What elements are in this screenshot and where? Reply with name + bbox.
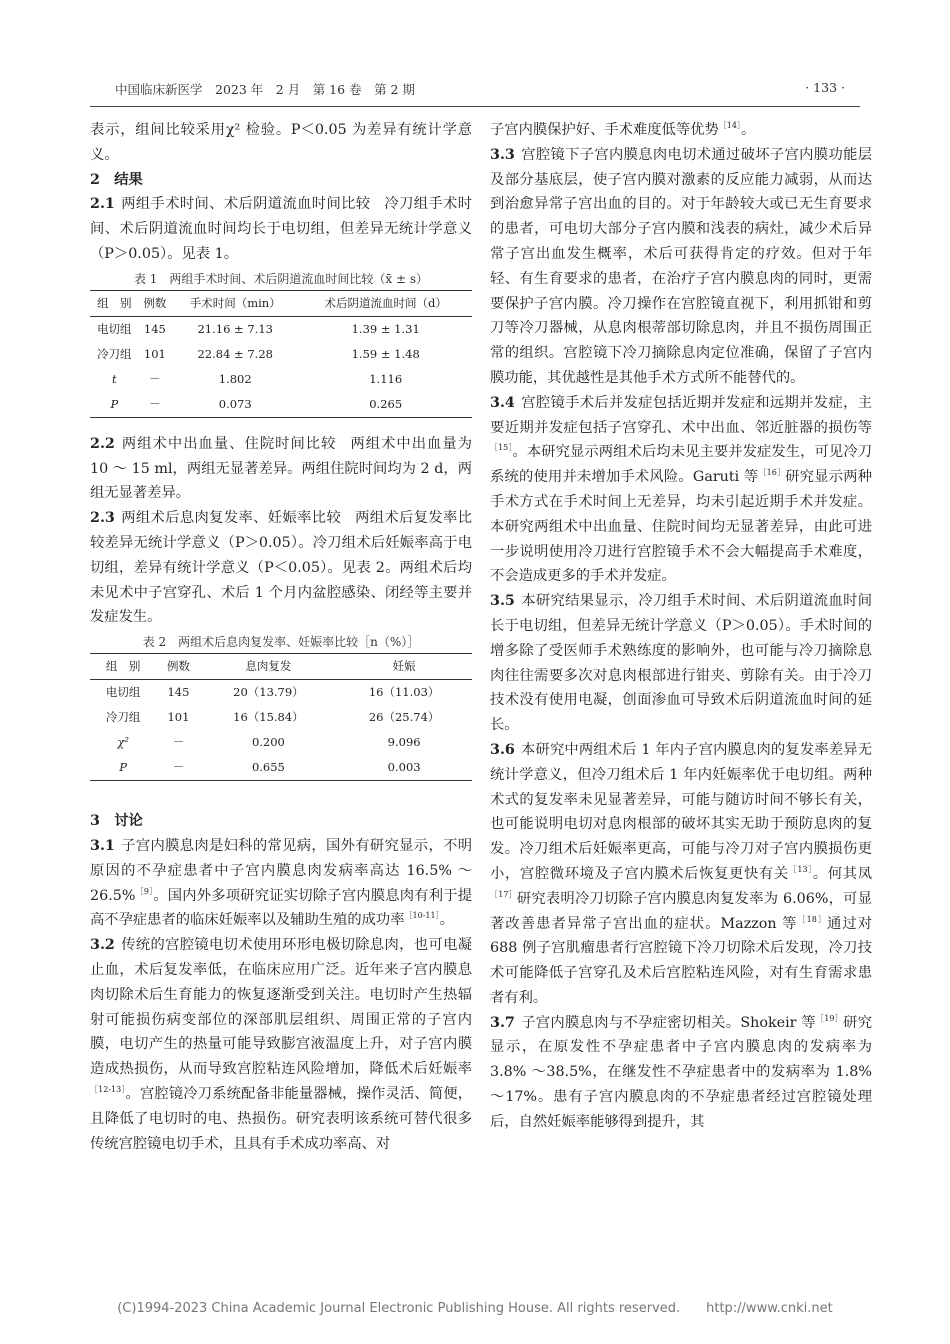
subsection-title: 两组术中出血量、住院时间比较 <box>120 435 337 452</box>
section-number: 3.5 <box>490 593 515 610</box>
table-cell: 冷刀组 <box>105 710 141 725</box>
table-cell: － <box>139 392 171 418</box>
table-row <box>90 367 472 392</box>
citation: ［10-11］ <box>404 911 440 921</box>
table-cell: P <box>90 392 139 418</box>
table-row <box>90 342 472 367</box>
paragraph-text: 研究显示，在原发性不孕症患者中子宫内膜息肉的发病率为 3.8% ～38.5%，在继发性不孕症患者中的发病率为 1.8% ～17%。患有子宫内膜息肉的不孕症患者经过宫腔镜处理后，自然妊娠率能够得到提升，其 <box>490 1014 873 1130</box>
section-number: 2.3 <box>90 510 115 527</box>
journal-header: 中国临床新医学 2023 年 2 月 第 16 卷 第 2 期 <box>115 82 415 97</box>
citation: ［19］ <box>815 1013 844 1023</box>
table-cell: 26（25.74） <box>368 710 440 725</box>
table-header-row <box>90 654 472 680</box>
paragraph-text: 。国内外多项研究证实切除子宫内膜息肉有利于提高不孕症患者的临床妊娠率以及辅助生殖的成功率 <box>90 887 473 929</box>
paragraph-text: 子宫内膜保护好、手术难度低等优势 <box>490 122 719 138</box>
paragraph-text: 宫腔镜下子宫内膜息肉电切术通过破坏子宫内膜功能层及部分基底层，使子宫内膜对激素的反应能力减弱，从而达到治愈异常子宫出血的目的。对于年龄较大或已无生育要求的患者，可电切大部分子宫内膜和浅表的病灶，减少术后异常子宫出血发生概率，术后可获得肯定的疗效。但对于年轻、有生育要求的患者，在治疗子宫内膜息肉的同时，更需要保护子宫内膜。冷刀操作在宫腔镜直视下，利用抓钳和剪刀等冷刀器械，从息肉根蒂部切除息肉，并且不损伤周围正常的组织。宫腔镜下冷刀摘除息肉定位准确，保留了子宫内膜功能，其优越性是其他手术方式所不能替代的。 <box>490 146 872 386</box>
paragraph-text: 。何其凤 <box>812 865 873 882</box>
section-number: 3.1 <box>90 837 115 854</box>
table-cell: 16（11.03） <box>368 685 440 700</box>
table-header-row <box>90 290 472 316</box>
spacer <box>90 795 472 809</box>
subsection-title: 两组术后息肉复发率、妊娠率比较 <box>120 510 342 527</box>
paragraph-text: 两组术中出血量为 10 ～ 15 ml，两组无显著差异。两组住院时间均为 2 d，两组无显著差异。 <box>90 435 473 502</box>
table-header-cell: 例数 <box>156 654 200 680</box>
section-number: 3.6 <box>490 741 515 758</box>
table-row <box>90 316 472 342</box>
section-number: 2.2 <box>90 435 115 452</box>
paragraph-2-3 <box>90 506 472 630</box>
table-cell: P <box>90 755 156 781</box>
citation: ［18］ <box>797 914 827 924</box>
table-cell: 20（13.79） <box>233 685 304 700</box>
citation: ［16］ <box>758 468 786 478</box>
paragraph-3-3 <box>490 143 872 391</box>
table-cell: 16（15.84） <box>233 710 304 725</box>
paragraph-text: 。 <box>439 912 454 929</box>
table-cell: 0.200 <box>251 735 285 750</box>
paragraph-text: 通过对 688 例子宫肌瘤患者行宫腔镜下冷刀切除术后发现，冷刀技术可能降低子宫穿孔及术后宫腔粘连风险，对有生育需求患者有利。 <box>490 915 873 1006</box>
section-heading-results: 2 结果 <box>90 171 143 188</box>
paragraph-3-7 <box>490 1011 872 1135</box>
citation: ［15］ <box>490 443 513 453</box>
table-row <box>90 730 472 755</box>
subsection-title: 两组手术时间、术后阴道流血时间比较 <box>120 196 371 213</box>
right-column <box>490 118 872 1135</box>
table-cell: － <box>156 755 200 781</box>
paragraph-3-4 <box>490 391 872 589</box>
table-row <box>90 705 472 730</box>
citation: ［13］ <box>788 864 813 874</box>
table-header-cell: 例数 <box>139 290 171 316</box>
paragraph-text: 。宫腔镜冷刀系统配备非能量器械，操作灵活、简便，且降低了电切时的电、热损伤。研究表明该系统可替代很多传统宫腔镜电切手术，且具有手术成功率高、对 <box>90 1085 473 1152</box>
paragraph-text: 两组术后复发率比较差异无统计学意义（P＞0.05）。冷刀组术后妊娠率高于电切组，差异有统计学意义（P＜0.05）。见表 2。两组术后均未见术中子宫穿孔、术后 1 个月内盆腔感染、闭经等主要并发症发生。 <box>90 510 473 626</box>
table-header-cell: 组 别 <box>90 290 139 316</box>
paragraph-text: 本研究结果显示，冷刀组手术时间、术后阴道流血时间长于电切组，但差异无统计学意义（P＞0.05）。手术时间的增多除了受医师手术熟练度的影响外，也可能与冷刀摘除息肉往往需要多次对息肉根部进行钳夹、剪除有关。由于冷刀技术没有使用电凝，创面渗血可导致术后阴道流血时间的延长。 <box>490 593 872 734</box>
section-number: 3.4 <box>490 394 515 411</box>
table-cell: 9.096 <box>387 735 421 750</box>
paragraph-text: 子宫内膜息肉与不孕症密切相关。Shokeir 等 <box>520 1014 816 1031</box>
paragraph-continued <box>490 118 872 143</box>
paragraph-3-1 <box>90 834 472 933</box>
header-rule <box>90 106 860 107</box>
table-cell: 1.802 <box>218 371 252 386</box>
paragraph-3-5 <box>490 589 872 738</box>
table-cell: 101 <box>167 710 190 725</box>
table-cell: 0.265 <box>299 392 472 418</box>
paragraph-text: 研究表明冷刀切除子宫内膜息肉复发率为 6.06%，可显著改善患者异常子宫出血的症状。Mazzon 等 <box>490 890 872 932</box>
table-1-caption: 表 1 两组手术时间、术后阴道流血时间比较（x̄ ± s） <box>133 271 429 286</box>
section-heading-discussion: 3 讨论 <box>90 813 143 830</box>
table-header-cell: 手术时间（min） <box>171 290 299 316</box>
table-2 <box>90 653 472 781</box>
table-cell: 22.84 ± 7.28 <box>197 346 273 361</box>
table-cell: － <box>172 735 185 750</box>
section-number: 2.1 <box>90 196 115 213</box>
table-cell: 冷刀组 <box>97 346 132 361</box>
paragraph-3-2 <box>90 933 472 1156</box>
page-number: · 133 · <box>805 80 845 95</box>
citation: ［17］ <box>490 889 517 899</box>
citation: ［9］ <box>135 886 154 896</box>
table-cell: 0.073 <box>171 392 299 418</box>
table-cell: 1.59 ± 1.48 <box>351 346 420 361</box>
paragraph-text: 宫腔镜手术后并发症包括近期并发症和远期并发症，主要近期并发症包括子宫穿孔、术中出血、邻近脏器的损伤等 <box>490 394 872 436</box>
table-cell: 0.003 <box>336 755 472 781</box>
section-number: 3.3 <box>490 146 515 163</box>
section-number: 3.7 <box>490 1014 515 1031</box>
table-header-cell: 妊娠 <box>336 654 472 680</box>
copyright-footer: (C)1994-2023 China Academic Journal Electronic Publishing House. All rights reserved. http://www.cnki.net <box>117 1301 833 1316</box>
table-cell: 1.116 <box>369 371 403 386</box>
table-cell: － <box>149 371 161 386</box>
table-1 <box>90 290 472 418</box>
table-cell: 145 <box>167 685 190 700</box>
table-cell: 0.655 <box>201 755 337 781</box>
paragraph-text: 。本研究显示两组术后均未见主要并发症发生，可见冷刀系统的使用并未增加手术风险。Garuti 等 <box>490 444 872 486</box>
table-cell: χ² <box>117 735 129 750</box>
table-cell: 1.39 ± 1.31 <box>351 321 420 336</box>
paragraph-2-1 <box>90 192 472 266</box>
citation: ［14］ <box>718 121 741 130</box>
table-cell: 101 <box>143 346 166 361</box>
table-cell: 电切组 <box>97 321 132 336</box>
paragraph: 表示，组间比较采用χ² 检验。P＜0.05 为差异有统计学意义。 <box>90 122 472 163</box>
table-header-cell: 术后阴道流血时间（d） <box>299 290 472 316</box>
table-header-cell: 息肉复发 <box>201 654 337 680</box>
citation: ［12-13］ <box>90 1084 126 1094</box>
table-cell: 145 <box>143 321 166 336</box>
paragraph-text: 冷刀组手术时间、术后阴道流血时间均长于电切组，但差异无统计学意义（P＞0.05）。见表 1。 <box>90 196 473 262</box>
table-header-cell: 组 别 <box>90 654 156 680</box>
running-header <box>115 80 845 102</box>
table-2-caption: 表 2 两组术后息肉复发率、妊娠率比较［n（%）］ <box>142 635 420 650</box>
paragraph-text: 。 <box>740 122 756 138</box>
paragraph-text: 本研究中两组术后 1 年内子宫内膜息肉的复发率差异无统计学意义，但冷刀组术后 1 年内妊娠率优于电切组。两种术式的复发率未见显著差异，可能与随访时间不够长有关，也可能说明电切对息肉根部的破坏其实无助于预防息肉的复发。冷刀组术后妊娠率更高，可能与冷刀对子宫内膜损伤更小，宫腔微环境及子宫内膜术后恢复更快有关 <box>490 741 872 882</box>
table-cell: t <box>112 371 117 386</box>
paragraph-text: 子宫内膜息肉是妇科的常见病，国外有研究显示，不明原因的不孕症患者中子宫内膜息肉发病率高达 16.5% ～26.5% <box>90 837 472 904</box>
paragraph-text: 研究显示两种手术方式在手术时间上无差异，均未引起近期手术并发症。本研究两组术中出血量、住院时间均无显著差异，由此可进一步说明使用冷刀进行宫腔镜手术不会大幅提高手术难度，不会造成更多的手术并发症。 <box>490 469 872 585</box>
table-cell: 21.16 ± 7.13 <box>197 321 273 336</box>
left-column <box>90 118 472 1156</box>
table-row <box>90 392 472 418</box>
paragraph-text: 传统的宫腔镜电切术使用环形电极切除息肉，也可电凝止血，术后复发率低，在临床应用广泛。近年来子宫内膜息肉切除术后生育能力的恢复逐渐受到关注。电切时产生热辐射可能损伤病变部位的深部肌层组织、周围正常的子宫内膜，电切产生的热量可能导致膨宫液温度上升，对子宫内膜造成热损伤，从而导致宫腔粘连风险增加，降低术后妊娠率 <box>90 937 472 1078</box>
paragraph-2-2 <box>90 432 472 506</box>
paragraph-3-6 <box>490 738 872 1011</box>
section-number: 3.2 <box>90 937 115 954</box>
table-row <box>90 680 472 706</box>
table-row <box>90 755 472 781</box>
table-cell: 电切组 <box>105 685 141 700</box>
